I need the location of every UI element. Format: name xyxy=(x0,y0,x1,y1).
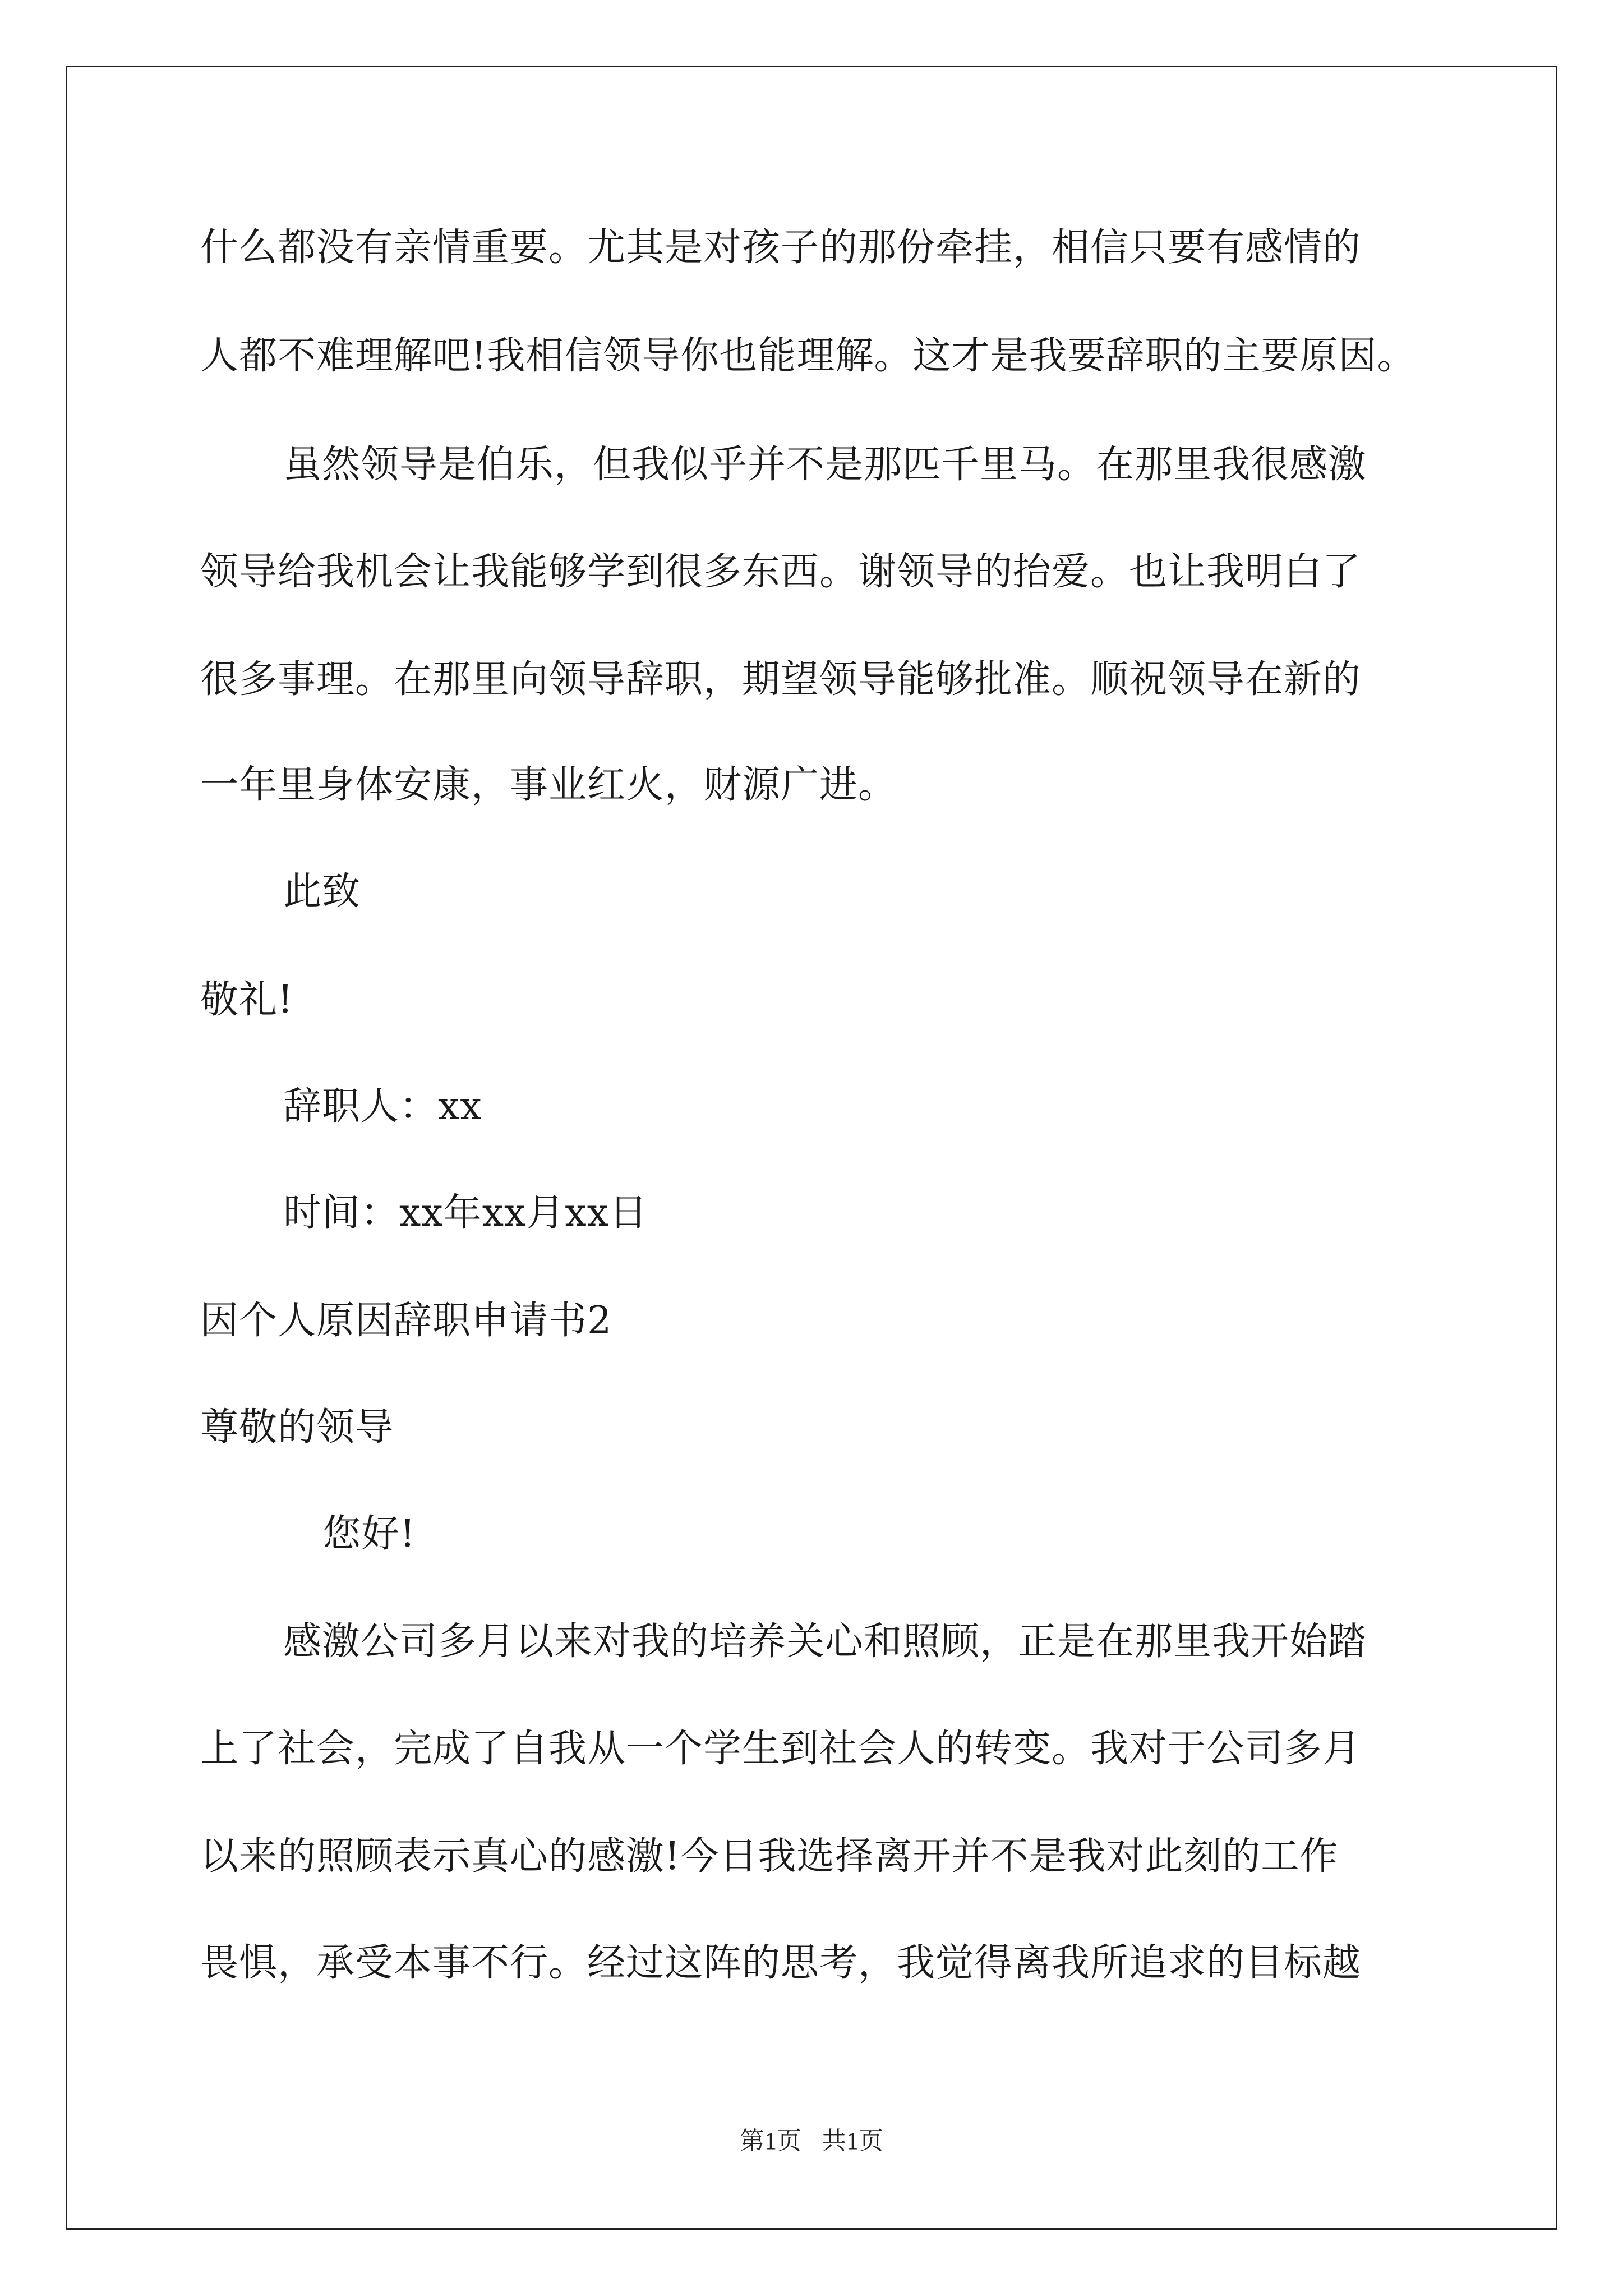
paragraph-line: 以来的照顾表示真心的感激!今日我选择离开并不是我对此刻的工作 xyxy=(200,1834,1339,1879)
page-number: 第1页 xyxy=(740,2127,801,2155)
paragraph-line: 人都不难理解吧!我相信领导你也能理解。这才是我要辞职的主要原因。 xyxy=(200,334,1416,378)
signature-name: 辞职人：xx xyxy=(283,1084,482,1129)
paragraph-line: 畏惧，承受本事不行。经过这阵的思考，我觉得离我所追求的目标越 xyxy=(200,1941,1362,1985)
page-total: 共1页 xyxy=(822,2127,883,2155)
page-footer xyxy=(0,2120,1623,2156)
page-border xyxy=(66,66,1557,2230)
signature-date: 时间：xx年xx月xx日 xyxy=(283,1191,648,1235)
paragraph-line: 感激公司多月以来对我的培养关心和照顾，正是在那里我开始踏 xyxy=(283,1619,1367,1664)
paragraph-line: 领导给我机会让我能够学到很多东西。谢领导的抬爱。也让我明白了 xyxy=(200,550,1362,594)
paragraph-line: 虽然领导是伯乐，但我似乎并不是那匹千里马。在那里我很感激 xyxy=(283,443,1367,487)
paragraph-line: 上了社会，完成了自我从一个学生到社会人的转变。我对于公司多月 xyxy=(200,1727,1362,1771)
letter-greeting: 尊敬的领导 xyxy=(200,1405,394,1450)
closing-regards: 敬礼! xyxy=(200,978,294,1022)
closing-salutation: 此致 xyxy=(283,869,361,914)
paragraph-line: 很多事理。在那里向领导辞职，期望领导能够批准。顺祝领导在新的 xyxy=(200,657,1362,702)
paragraph-line: 一年里身体安康，事业红火，财源广进。 xyxy=(200,763,897,807)
letter-hello: 您好! xyxy=(322,1512,416,1556)
section-title: 因个人原因辞职申请书2 xyxy=(200,1299,612,1343)
paragraph-line: 什么都没有亲情重要。尤其是对孩子的那份牵挂，相信只要有感情的 xyxy=(200,226,1362,270)
